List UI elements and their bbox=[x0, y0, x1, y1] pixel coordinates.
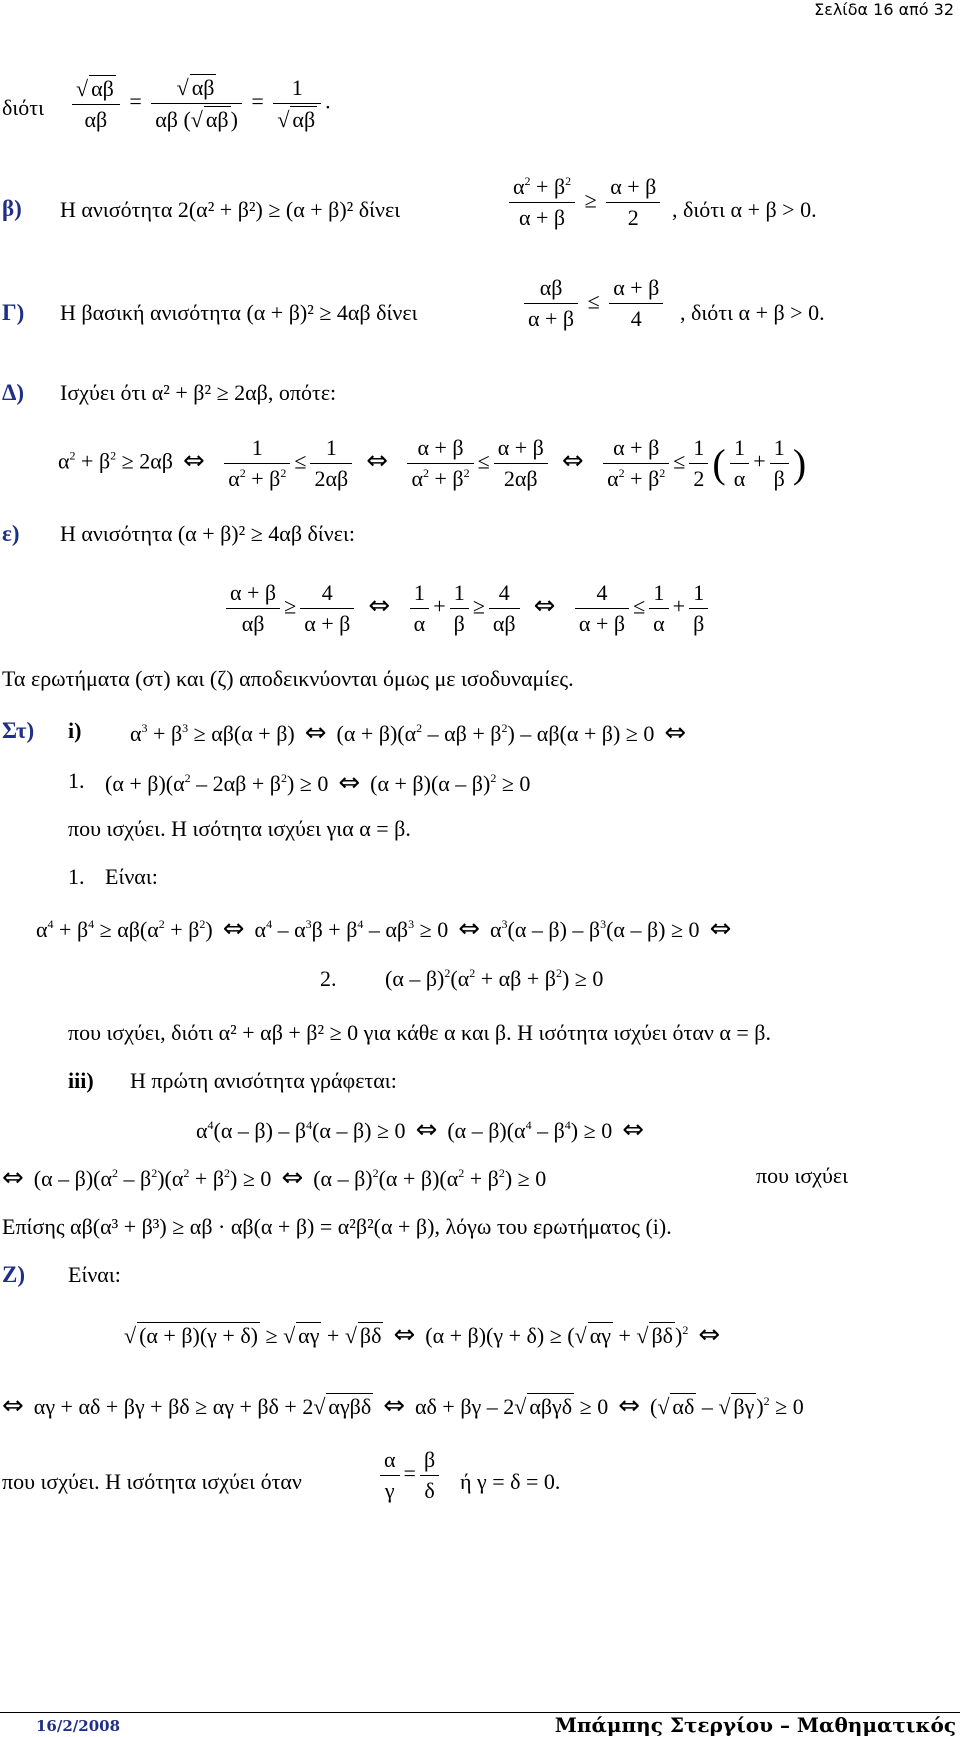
final-fraction: $\frac{\alpha}{\gamma}$ = $\frac{\beta}{\delta}$ bbox=[376, 1447, 443, 1504]
iii-text: Η πρώτη ανισότητα γράφεται: bbox=[130, 1068, 397, 1093]
holds-line-2: που ισχύει, διότι α² + αβ + β² ≥ 0 για κάθε α και β. Η ισότητα ισχύει όταν α = β. bbox=[68, 1020, 771, 1045]
label-st-i: i) bbox=[68, 718, 82, 743]
st-i-formula: $\alpha^3 + \beta^3 \ge \alpha\beta(\alpha$ + β)⇔ $(\alpha + \beta)(\alpha^2 - \alpha\beta + \beta^2) - \alpha\beta(\alpha + \beta)$ ≥ 0⇔ bbox=[130, 718, 696, 748]
holds-equality-ab: που ισχύει. Η ισότητα ισχύει για α = β. bbox=[68, 816, 411, 841]
label-st: Στ) bbox=[2, 718, 35, 743]
label-d: Δ) bbox=[2, 380, 25, 405]
footer-author: Μπάμπης Στεργίου – Μαθηματικός bbox=[554, 1713, 956, 1737]
line-e-formula: $\frac{\alpha + \beta}{\alpha\beta}$ ≥ $\frac{4}{\alpha + \beta}$ ⇔ $\frac{1}{\alpha}$ + $\frac{1}{\beta}$ ≥ $\frac{4}{\alpha\beta}$ ⇔ $\frac{4}{\alpha + \beta}$ ≤ $\frac{1}{\alpha}$ + $\frac{1}{\beta}$ bbox=[222, 580, 712, 637]
line-g-tail: , διότι α + β > 0. bbox=[680, 300, 825, 325]
number-1b: 1. bbox=[68, 864, 85, 889]
episis-line: Επίσης αβ(α³ + β³) ≥ αβ · αβ(α + β) = α²β²(α + β), λόγω του ερωτήματος (i). bbox=[2, 1214, 672, 1239]
label-z: Ζ) bbox=[2, 1262, 25, 1287]
dioti-word: διότι bbox=[2, 95, 45, 120]
label-e: ε) bbox=[2, 521, 20, 546]
z-formula-2: ⇔ αγ + αδ + βγ + βδ ≥ αγ + βδ + 2√ αγβδ⇔ αδ + βγ – 2√ αβγδ ≥ 0⇔ (√ αδ – √ βγ)$^2$ ≥ 0 bbox=[2, 1391, 804, 1421]
line-b-tail: , διότι α + β > 0. bbox=[672, 197, 817, 222]
ii-formula-2: $(\alpha - \beta)^2(\alpha^2 + \alpha\beta + \beta^2) \ge 0$ bbox=[385, 966, 604, 991]
final-prefix: που ισχύει. Η ισότητα ισχύει όταν bbox=[2, 1469, 302, 1494]
page-number: Σελίδα 16 από 32 bbox=[814, 0, 954, 19]
label-iii: iii) bbox=[68, 1068, 94, 1093]
st-note: Τα ερωτήματα (στ) και (ζ) αποδεικνύονται όμως με ισοδυναμίες. bbox=[2, 666, 574, 691]
line-b-text: Η ανισότητα 2(α² + β²) ≥ (α + β)² δίνει bbox=[60, 197, 401, 222]
footer-date: 16/2/2008 bbox=[36, 1717, 121, 1735]
holds-suffix: που ισχύει bbox=[756, 1163, 849, 1188]
z-formula-1: √ (α + β)(γ + δ) ≥ √ αγ + √ βδ⇔ (α + β)(γ + δ) ≥ (√ αγ + √ βδ)$^2$⇔ bbox=[124, 1320, 730, 1350]
iii-formula-1: $\alpha^4(\alpha - \beta) - \beta^4(\alpha - \beta)$ ≥ 0⇔ $(\alpha - \beta)(\alpha^4 - \beta^4)$ ≥ 0⇔ bbox=[196, 1115, 654, 1145]
ii-formula: $\alpha^4 + \beta^4 \ge \alpha\beta(\alpha^2$ + $\beta^2)\Leftrightarrow$ $\alpha^4 - \alpha^3\beta + \beta^4 - \alpha\beta^3$ ≥ 0⇔ $\alpha^3(\alpha - \beta) - \beta^3(\alpha - \beta)$ ≥ 0⇔ bbox=[36, 914, 741, 944]
einai-z: Είναι: bbox=[68, 1262, 121, 1287]
line-b-formula: $\frac{\alpha^2 + \beta^2}{\alpha + \beta}$ ≥ $\frac{\alpha + \beta}{2}$ bbox=[505, 174, 664, 231]
line-g-formula: $\frac{\alpha\beta}{\alpha + \beta}$ ≤ $\frac{\alpha + \beta}{4}$ bbox=[520, 275, 667, 332]
line-d-text: Ισχύει ότι α² + β² ≥ 2αβ, οπότε: bbox=[60, 380, 337, 405]
iii-formula-2: ⇔ $(\alpha - \beta)(\alpha^2 - \beta^2)(\alpha^2 + \beta^2)$ ≥ 0⇔ $(\alpha - \beta)^2(\alpha + \beta)(\alpha^2 + \beta^2) \ge 0$ bbox=[2, 1163, 546, 1193]
label-g: Γ) bbox=[2, 300, 25, 325]
label-b: β) bbox=[2, 196, 22, 221]
number-1a: 1. bbox=[68, 768, 85, 793]
number-2: 2. bbox=[320, 966, 337, 991]
st-i-formula-2: $(\alpha + \beta)(\alpha^2 - 2\alpha\beta + \beta^2)$ ≥ 0⇔ (α + β)(α – β)$^2$ ≥ 0 bbox=[105, 768, 530, 798]
line-e-text: Η ανισότητα (α + β)² ≥ 4αβ δίνει: bbox=[60, 521, 356, 546]
einai-1: Είναι: bbox=[105, 864, 158, 889]
dioti-fraction-chain: √ $\frac{\alpha\beta}{\alpha\beta}$ = √ $\frac{\alpha\beta}{\alpha\beta (√ \alpha\beta)}$ = 1 √ αβ . bbox=[68, 74, 331, 133]
line-d-formula: $\alpha^2 + \beta^2$ ≥ 2αβ⇔ $\frac{1}{\alpha^2 + \beta^2}$ ≤ $\frac{1}{2\alpha\beta}$ ⇔ $\frac{\alpha + \beta}{\alpha^2 + \beta^2}$ ≤ $\frac{\alpha + \beta}{2\alpha\beta}$ ⇔ $\frac{\alpha + \beta}{\alpha^2 + \beta^2}$ ≤ $\frac{1}{2}$ ( $\frac{1}{\alpha}$ + $\frac{1}{\beta}$ ) bbox=[58, 435, 806, 492]
final-suffix: ή γ = δ = 0. bbox=[460, 1469, 561, 1494]
line-g-text: Η βασική ανισότητα (α + β)² ≥ 4αβ δίνει bbox=[60, 300, 418, 325]
